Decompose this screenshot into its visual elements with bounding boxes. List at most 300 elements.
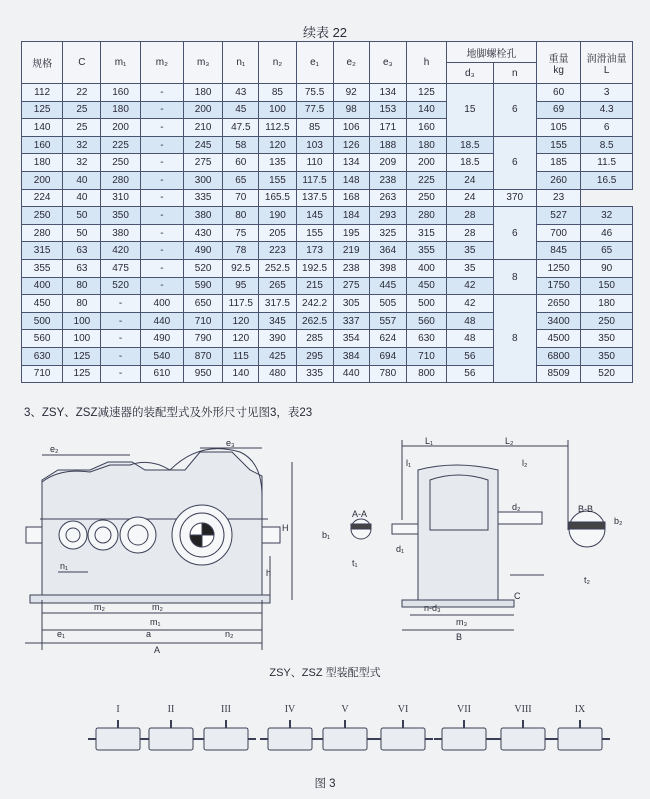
table-cell: 200 bbox=[406, 154, 446, 172]
header-m2: m₂ bbox=[140, 42, 183, 84]
table-row bbox=[22, 365, 633, 383]
variant-label: VII bbox=[457, 704, 471, 715]
weight-cell: 1750 bbox=[536, 277, 580, 295]
table-cell: 85 bbox=[259, 84, 296, 102]
oil-cell: 90 bbox=[581, 259, 633, 277]
table-cell: 125 bbox=[63, 347, 101, 365]
table-cell: 315 bbox=[406, 224, 446, 242]
table-cell: 250 bbox=[101, 154, 140, 172]
dim-b1: b₁ bbox=[322, 530, 331, 540]
table-cell: 120 bbox=[223, 330, 259, 348]
table-cell: - bbox=[140, 136, 183, 154]
d3-cell: 24 bbox=[447, 189, 493, 207]
dim-n1: n₁ bbox=[60, 561, 69, 571]
table-cell: - bbox=[101, 295, 140, 313]
oil-cell: 350 bbox=[581, 330, 633, 348]
variant-label: IV bbox=[284, 704, 296, 715]
table-cell: - bbox=[101, 330, 140, 348]
table-cell: 98 bbox=[333, 101, 369, 119]
table-cell: 630 bbox=[22, 347, 63, 365]
table-cell: 100 bbox=[63, 312, 101, 330]
table-cell: 420 bbox=[101, 242, 140, 260]
table-cell: 75.5 bbox=[296, 84, 333, 102]
table-row bbox=[22, 207, 633, 225]
table-cell: 500 bbox=[22, 312, 63, 330]
variant-label: VI bbox=[397, 704, 409, 715]
dim-t1: t₁ bbox=[352, 558, 358, 568]
dim-B: B bbox=[456, 632, 463, 642]
figure-number: 图 3 bbox=[314, 778, 336, 790]
table-cell: 245 bbox=[184, 136, 223, 154]
variant-box bbox=[96, 728, 140, 750]
table-cell: - bbox=[140, 277, 183, 295]
table-cell: 335 bbox=[296, 365, 333, 383]
dim-section-aa: A-A bbox=[352, 509, 368, 519]
header-d3: d₃ bbox=[447, 63, 493, 84]
table-cell: 168 bbox=[333, 189, 369, 207]
table-cell: 480 bbox=[259, 365, 296, 383]
oil-cell: 23 bbox=[536, 189, 580, 207]
table-cell: 280 bbox=[406, 207, 446, 225]
table-cell: 140 bbox=[223, 365, 259, 383]
table-cell: 32 bbox=[63, 154, 101, 172]
table-row bbox=[22, 84, 633, 102]
table-cell: 192.5 bbox=[296, 259, 333, 277]
table-cell: 103 bbox=[296, 136, 333, 154]
table-row bbox=[22, 171, 633, 189]
table-cell: 520 bbox=[101, 277, 140, 295]
dim-h: h bbox=[266, 568, 272, 578]
table-cell: 317.5 bbox=[259, 295, 296, 313]
header-e2: e₂ bbox=[333, 42, 369, 84]
table-cell: 445 bbox=[369, 277, 406, 295]
assembly-drawing bbox=[0, 420, 650, 799]
table-cell: - bbox=[101, 347, 140, 365]
d3-cell: 28 bbox=[447, 207, 493, 225]
table-row bbox=[22, 101, 633, 119]
weight-cell: 185 bbox=[536, 154, 580, 172]
d3-cell: 42 bbox=[447, 277, 493, 295]
table-cell: 430 bbox=[184, 224, 223, 242]
oil-cell: 11.5 bbox=[581, 154, 633, 172]
table-cell: 400 bbox=[140, 295, 183, 313]
table-cell: 140 bbox=[22, 119, 63, 137]
table-cell: 134 bbox=[369, 84, 406, 102]
table-cell: 238 bbox=[369, 171, 406, 189]
table-cell: 70 bbox=[223, 189, 259, 207]
table-cell: 32 bbox=[63, 136, 101, 154]
table-cell: 694 bbox=[369, 347, 406, 365]
table-cell: 280 bbox=[22, 224, 63, 242]
table-cell: 135 bbox=[259, 154, 296, 172]
header-m3: m₃ bbox=[184, 42, 223, 84]
spec-table bbox=[21, 41, 633, 383]
table-cell: 43 bbox=[223, 84, 259, 102]
table-cell: 252.5 bbox=[259, 259, 296, 277]
table-cell: 557 bbox=[369, 312, 406, 330]
table-cell: 40 bbox=[63, 171, 101, 189]
weight-cell: 3400 bbox=[536, 312, 580, 330]
table-cell: 106 bbox=[333, 119, 369, 137]
oil-cell: 150 bbox=[581, 277, 633, 295]
table-row bbox=[22, 259, 633, 277]
weight-cell: 4500 bbox=[536, 330, 580, 348]
table-cell: 590 bbox=[184, 277, 223, 295]
table-cell: 285 bbox=[296, 330, 333, 348]
table-cell: - bbox=[140, 101, 183, 119]
table-cell: 215 bbox=[296, 277, 333, 295]
table-cell: - bbox=[140, 119, 183, 137]
oil-cell: 4.3 bbox=[581, 101, 633, 119]
table-cell: 75 bbox=[223, 224, 259, 242]
table-cell: 110 bbox=[296, 154, 333, 172]
table-row bbox=[22, 330, 633, 348]
table-cell: 112.5 bbox=[259, 119, 296, 137]
table-cell: 300 bbox=[184, 171, 223, 189]
table-cell: 238 bbox=[333, 259, 369, 277]
table-cell: 440 bbox=[333, 365, 369, 383]
table-cell: 200 bbox=[184, 101, 223, 119]
table-title: 续表 22 bbox=[302, 25, 348, 40]
table-row bbox=[22, 277, 633, 295]
table-cell: 60 bbox=[223, 154, 259, 172]
table-cell: 120 bbox=[259, 136, 296, 154]
dim-C: C bbox=[514, 591, 521, 601]
table-cell: 345 bbox=[259, 312, 296, 330]
d3-cell: 48 bbox=[447, 312, 493, 330]
header-e3: e₃ bbox=[369, 42, 406, 84]
header-n1: n₁ bbox=[223, 42, 259, 84]
table-cell: 200 bbox=[22, 171, 63, 189]
table-cell: - bbox=[140, 259, 183, 277]
table-cell: 210 bbox=[184, 119, 223, 137]
table-cell: 520 bbox=[184, 259, 223, 277]
dim-e3: e₃ bbox=[226, 438, 235, 448]
d3-cell: 56 bbox=[447, 365, 493, 383]
table-cell: 560 bbox=[406, 312, 446, 330]
table-cell: 390 bbox=[259, 330, 296, 348]
side-view bbox=[351, 440, 605, 630]
dim-nd3: n-d₃ bbox=[424, 603, 441, 613]
table-cell: 650 bbox=[184, 295, 223, 313]
dim-d1: d₁ bbox=[396, 544, 405, 554]
table-cell: 293 bbox=[369, 207, 406, 225]
oil-cell: 16.5 bbox=[581, 171, 633, 189]
table-cell: 95 bbox=[223, 277, 259, 295]
weight-cell: 105 bbox=[536, 119, 580, 137]
table-row bbox=[22, 347, 633, 365]
table-cell: 80 bbox=[63, 295, 101, 313]
table-cell: 180 bbox=[101, 101, 140, 119]
dim-m2-right: m₂ bbox=[152, 602, 163, 612]
weight-cell: 845 bbox=[536, 242, 580, 260]
bolt-count-cell: 6 bbox=[493, 207, 536, 260]
header-c: C bbox=[63, 42, 101, 84]
table-cell: 140 bbox=[406, 101, 446, 119]
weight-cell: 60 bbox=[536, 84, 580, 102]
dim-l1: l₁ bbox=[406, 458, 412, 468]
weight-cell: 155 bbox=[536, 136, 580, 154]
variant-label: III bbox=[221, 704, 231, 715]
weight-cell: 1250 bbox=[536, 259, 580, 277]
table-cell: 295 bbox=[296, 347, 333, 365]
table-cell: 560 bbox=[22, 330, 63, 348]
dim-m3: m₃ bbox=[456, 617, 468, 627]
table-cell: 47.5 bbox=[223, 119, 259, 137]
table-row bbox=[22, 154, 633, 172]
table-cell: 50 bbox=[63, 207, 101, 225]
table-cell: 325 bbox=[369, 224, 406, 242]
header-oil: 润滑油量 L bbox=[581, 42, 633, 84]
header-h: h bbox=[406, 42, 446, 84]
table-cell: 205 bbox=[259, 224, 296, 242]
table-cell: 275 bbox=[333, 277, 369, 295]
variant-label: II bbox=[167, 704, 175, 715]
table-cell: 475 bbox=[101, 259, 140, 277]
table-cell: 780 bbox=[369, 365, 406, 383]
d3-cell: 48 bbox=[447, 330, 493, 348]
table-cell: 40 bbox=[63, 189, 101, 207]
table-cell: 400 bbox=[22, 277, 63, 295]
table-cell: 242.2 bbox=[296, 295, 333, 313]
header-n2: n₂ bbox=[259, 42, 296, 84]
dim-l2: l₂ bbox=[522, 458, 528, 468]
d3-cell: 35 bbox=[447, 259, 493, 277]
oil-cell: 46 bbox=[581, 224, 633, 242]
dim-e1: e₁ bbox=[57, 629, 66, 639]
dim-L2: L₂ bbox=[505, 436, 514, 446]
variant-box bbox=[204, 728, 248, 750]
table-row bbox=[22, 295, 633, 313]
table-cell: 117.5 bbox=[296, 171, 333, 189]
table-cell: 250 bbox=[22, 207, 63, 225]
table-cell: 50 bbox=[63, 224, 101, 242]
table-cell: 610 bbox=[140, 365, 183, 383]
oil-cell: 520 bbox=[581, 365, 633, 383]
header-weight: 重量 kg bbox=[536, 42, 580, 84]
table-cell: 92.5 bbox=[223, 259, 259, 277]
bolt-count-cell: 6 bbox=[493, 136, 536, 189]
table-cell: 337 bbox=[333, 312, 369, 330]
table-cell: 250 bbox=[406, 189, 446, 207]
d3-cell: 42 bbox=[447, 295, 493, 313]
oil-cell: 250 bbox=[581, 312, 633, 330]
table-cell: 305 bbox=[333, 295, 369, 313]
header-spec: 规格 bbox=[22, 42, 63, 84]
table-cell: - bbox=[140, 189, 183, 207]
table-cell: 160 bbox=[406, 119, 446, 137]
table-cell: 100 bbox=[259, 101, 296, 119]
table-cell: 710 bbox=[22, 365, 63, 383]
table-cell: 153 bbox=[369, 101, 406, 119]
table-cell: 263 bbox=[369, 189, 406, 207]
d3-cell: 35 bbox=[447, 242, 493, 260]
table-cell: 425 bbox=[259, 347, 296, 365]
dim-t2: t₂ bbox=[584, 575, 590, 585]
table-cell: - bbox=[140, 224, 183, 242]
dim-a: a bbox=[146, 629, 152, 639]
table-cell: 65 bbox=[223, 171, 259, 189]
variant-label: IX bbox=[574, 704, 586, 715]
variant-box bbox=[558, 728, 602, 750]
table-cell: 450 bbox=[406, 277, 446, 295]
bolt-count-cell: 8 bbox=[493, 295, 536, 383]
table-cell: 450 bbox=[22, 295, 63, 313]
table-cell: 45 bbox=[223, 101, 259, 119]
table-cell: 364 bbox=[369, 242, 406, 260]
dim-L1: L₁ bbox=[425, 436, 434, 446]
d3-cell: 15 bbox=[447, 84, 493, 137]
figure-caption: ZSY、ZSZ 型装配型式 bbox=[269, 667, 381, 679]
variant-box bbox=[268, 728, 312, 750]
weight-cell: 8509 bbox=[536, 365, 580, 383]
table-cell: 92 bbox=[333, 84, 369, 102]
table-cell: 540 bbox=[140, 347, 183, 365]
table-cell: 63 bbox=[63, 259, 101, 277]
dim-e2: e₂ bbox=[50, 444, 59, 454]
variant-label: V bbox=[341, 704, 349, 715]
table-cell: 310 bbox=[101, 189, 140, 207]
table-cell: 78 bbox=[223, 242, 259, 260]
table-row bbox=[22, 312, 633, 330]
table-cell: 188 bbox=[369, 136, 406, 154]
table-cell: - bbox=[140, 154, 183, 172]
table-cell: 117.5 bbox=[223, 295, 259, 313]
table-cell: 262.5 bbox=[296, 312, 333, 330]
table-cell: 200 bbox=[101, 119, 140, 137]
table-cell: 155 bbox=[259, 171, 296, 189]
table-cell: 85 bbox=[296, 119, 333, 137]
table-cell: 190 bbox=[259, 207, 296, 225]
table-cell: 100 bbox=[63, 330, 101, 348]
table-cell: 195 bbox=[333, 224, 369, 242]
table-cell: 505 bbox=[369, 295, 406, 313]
table-cell: 710 bbox=[406, 347, 446, 365]
table-cell: 148 bbox=[333, 171, 369, 189]
table-cell: 630 bbox=[406, 330, 446, 348]
d3-cell: 28 bbox=[447, 224, 493, 242]
d3-cell: 24 bbox=[447, 171, 493, 189]
variant-label: VIII bbox=[514, 704, 532, 715]
assembly-variants bbox=[88, 704, 610, 750]
table-cell: 180 bbox=[406, 136, 446, 154]
table-cell: 125 bbox=[63, 365, 101, 383]
table-cell: 790 bbox=[184, 330, 223, 348]
table-cell: 380 bbox=[184, 207, 223, 225]
table-cell: 335 bbox=[184, 189, 223, 207]
weight-cell: 2650 bbox=[536, 295, 580, 313]
table-row bbox=[22, 224, 633, 242]
table-cell: 22 bbox=[63, 84, 101, 102]
table-cell: 180 bbox=[22, 154, 63, 172]
oil-cell: 3 bbox=[581, 84, 633, 102]
oil-cell: 65 bbox=[581, 242, 633, 260]
bolt-count-cell: 8 bbox=[493, 259, 536, 294]
table-cell: 800 bbox=[406, 365, 446, 383]
table-cell: 155 bbox=[296, 224, 333, 242]
weight-cell: 69 bbox=[536, 101, 580, 119]
table-cell: - bbox=[140, 84, 183, 102]
oil-cell: 32 bbox=[581, 207, 633, 225]
bolt-count-cell: 6 bbox=[493, 84, 536, 137]
weight-cell: 370 bbox=[493, 189, 536, 207]
dim-m2-left: m₂ bbox=[94, 602, 105, 612]
table-row bbox=[22, 242, 633, 260]
table-cell: 354 bbox=[333, 330, 369, 348]
table-cell: 80 bbox=[63, 277, 101, 295]
table-cell: - bbox=[140, 242, 183, 260]
table-cell: 25 bbox=[63, 101, 101, 119]
table-cell: 115 bbox=[223, 347, 259, 365]
table-cell: - bbox=[140, 207, 183, 225]
weight-cell: 260 bbox=[536, 171, 580, 189]
table-cell: 120 bbox=[223, 312, 259, 330]
d3-cell: 18.5 bbox=[447, 154, 493, 172]
oil-cell: 350 bbox=[581, 347, 633, 365]
table-cell: 400 bbox=[406, 259, 446, 277]
table-cell: 112 bbox=[22, 84, 63, 102]
table-cell: 223 bbox=[259, 242, 296, 260]
dim-m1: m₁ bbox=[150, 617, 161, 627]
figure-intro-caption: 3、ZSY、ZSZ减速器的装配型式及外形尺寸见图3，表23 bbox=[24, 407, 313, 419]
variant-label: I bbox=[116, 704, 120, 715]
oil-cell: 180 bbox=[581, 295, 633, 313]
variant-box bbox=[442, 728, 486, 750]
table-row bbox=[22, 119, 633, 137]
table-cell: 380 bbox=[101, 224, 140, 242]
table-cell: 134 bbox=[333, 154, 369, 172]
table-cell: - bbox=[140, 171, 183, 189]
table-cell: 490 bbox=[140, 330, 183, 348]
table-cell: 125 bbox=[406, 84, 446, 102]
table-cell: 126 bbox=[333, 136, 369, 154]
table-cell: 225 bbox=[406, 171, 446, 189]
table-cell: 225 bbox=[101, 136, 140, 154]
variant-box bbox=[381, 728, 425, 750]
table-cell: 440 bbox=[140, 312, 183, 330]
table-cell: 219 bbox=[333, 242, 369, 260]
table-row bbox=[22, 189, 633, 207]
dim-b2: b₂ bbox=[614, 516, 623, 526]
weight-cell: 527 bbox=[536, 207, 580, 225]
table-cell: 180 bbox=[184, 84, 223, 102]
dim-section-bb: B-B bbox=[578, 504, 594, 514]
table-cell: 315 bbox=[22, 242, 63, 260]
d3-cell: 18.5 bbox=[447, 136, 493, 154]
variant-box bbox=[501, 728, 545, 750]
header-m1: m₁ bbox=[101, 42, 140, 84]
table-cell: 160 bbox=[101, 84, 140, 102]
table-cell: 171 bbox=[369, 119, 406, 137]
table-row bbox=[22, 136, 633, 154]
table-cell: 355 bbox=[22, 259, 63, 277]
table-cell: 145 bbox=[296, 207, 333, 225]
table-cell: 275 bbox=[184, 154, 223, 172]
table-cell: - bbox=[101, 365, 140, 383]
oil-cell: 6 bbox=[581, 119, 633, 137]
table-cell: 25 bbox=[63, 119, 101, 137]
variant-box bbox=[149, 728, 193, 750]
header-n: n bbox=[493, 63, 536, 84]
dim-H: H bbox=[282, 523, 289, 533]
table-cell: 160 bbox=[22, 136, 63, 154]
table-cell: 870 bbox=[184, 347, 223, 365]
table-cell: 80 bbox=[223, 207, 259, 225]
dim-d2: d₂ bbox=[512, 502, 521, 512]
table-cell: 137.5 bbox=[296, 189, 333, 207]
table-cell: 173 bbox=[296, 242, 333, 260]
table-cell: 710 bbox=[184, 312, 223, 330]
